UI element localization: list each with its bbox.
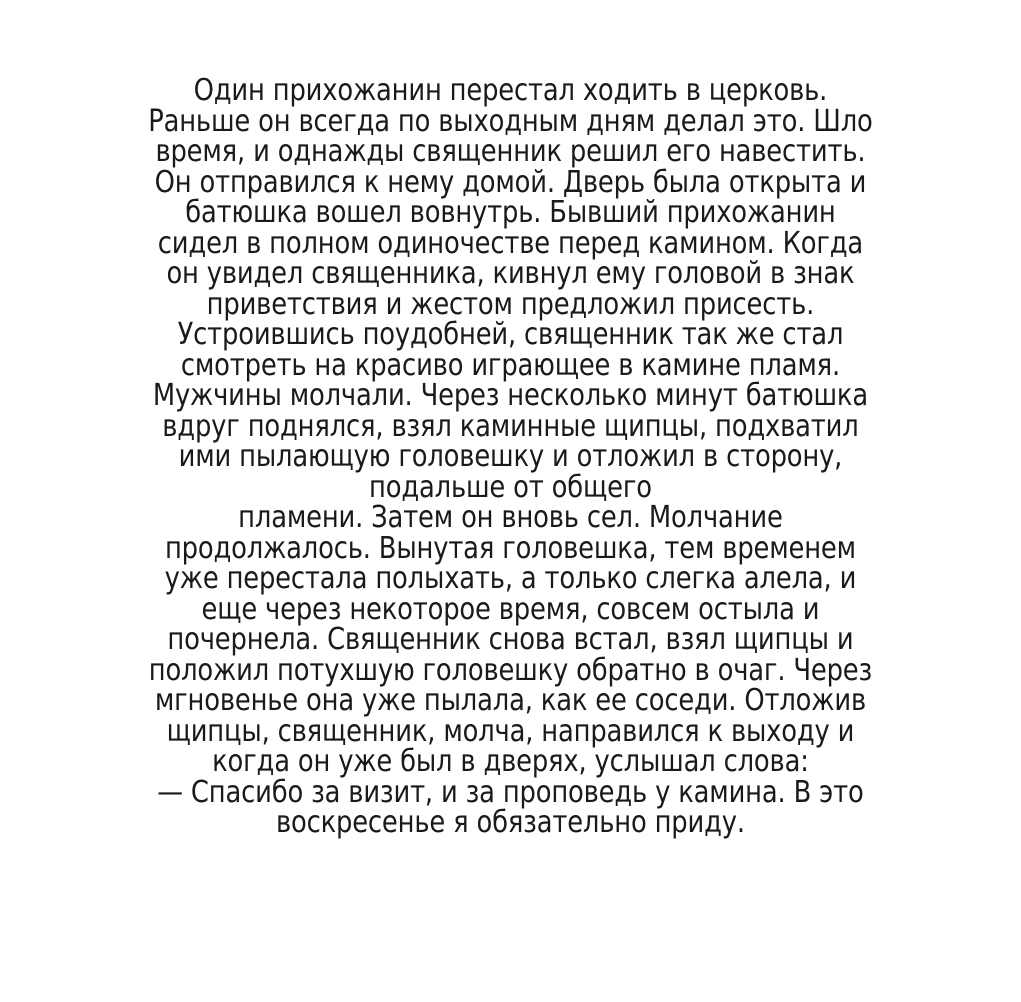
story-line-4: Он отправился к нему домой. Дверь была открыта и (154, 164, 867, 200)
story-line-14: подальше от общего (369, 469, 652, 505)
story-line-15: пламени. Затем он вновь сел. Молчание (238, 500, 783, 535)
story-line-25: воскресенье я обязательно приду. (275, 805, 745, 840)
story-line-13: ими пылающую головешку и отложил в сторону, (178, 439, 843, 474)
story-line-24: — Спасибо за визит, и за проповедь у камина. В это (157, 774, 864, 810)
story-line-21: мгновенье она уже пылала, как ее соседи. Отложив (154, 683, 866, 718)
story-line-23: когда он уже был в дверях, услышал слова: (212, 744, 809, 779)
story-line-5: батюшка вошел вовнутрь. Бывший прихожанин (185, 195, 836, 230)
story-line-17: уже перестала полыхать, а только слегка алела, и (164, 561, 857, 596)
story-line-20: положил потухшую головешку обратно в очаг. Через (148, 652, 873, 688)
story-line-7: он увидел священника, кивнул ему головой в знак (166, 256, 855, 291)
story-line-9: Устроившись поудобней, священник так же стал (177, 317, 844, 352)
story-line-11: Мужчины молчали. Через несколько минут батюшка (152, 378, 868, 413)
story-line-3: время, и однажды священник решил его навестить. (155, 134, 866, 169)
story-line-22: щипцы, священник, молча, направился к выходу и (166, 713, 855, 749)
story-text (71, 73, 949, 840)
story-line-1: Один прихожанин перестал ходить в церковь. (193, 73, 828, 108)
story-line-16: продолжалось. Вынутая головешка, тем временем (164, 530, 856, 566)
story-line-6: сидел в полном одиночестве перед камином. Когда (157, 225, 864, 261)
story-line-2: Раньше он всегда по выходным дням делал это. Шло (148, 103, 873, 139)
story-line-19: почернела. Священник снова встал, взял щипцы и (167, 622, 854, 657)
story-line-10: смотреть на красиво играющее в камине пламя. (180, 347, 841, 383)
story-line-12: вдруг поднялся, взял каминные щипцы, подхватил (162, 408, 859, 444)
story-line-18: еще через некоторое время, совсем остыла и (201, 591, 820, 627)
story-line-8: приветствия и жестом предложил присесть. (206, 286, 815, 322)
